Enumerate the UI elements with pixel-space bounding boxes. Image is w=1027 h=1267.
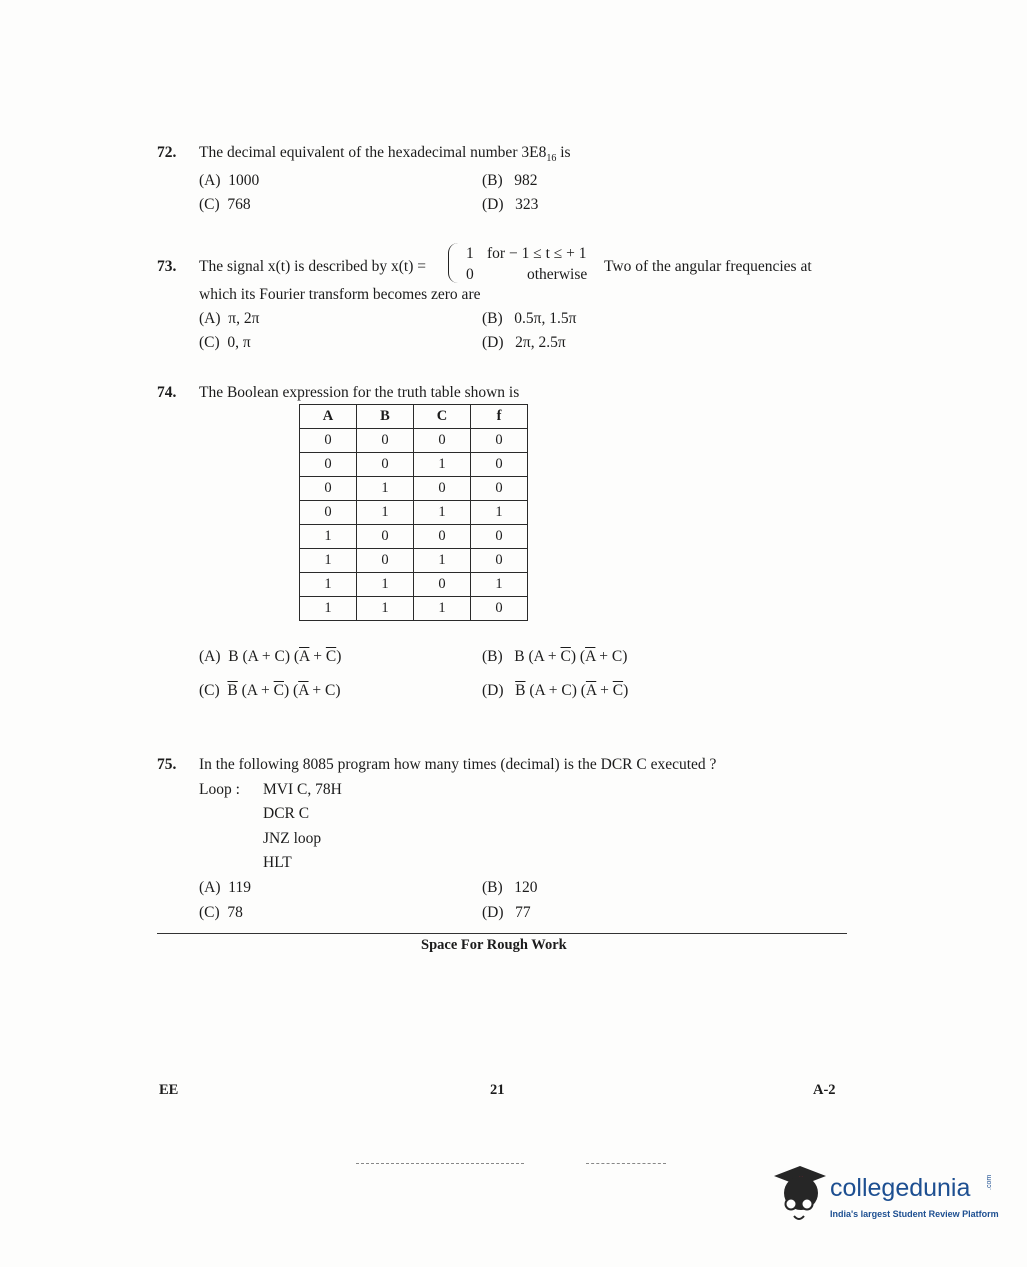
- rough-work-heading: Space For Rough Work: [421, 937, 567, 953]
- table-cell: 1: [414, 501, 471, 525]
- option-label: (D): [482, 904, 504, 921]
- option-label: (C): [199, 904, 220, 921]
- expr-complement: $\overline{C}$: [325, 648, 337, 665]
- table-cell: 0: [357, 549, 414, 573]
- q74-option-d: [482, 682, 628, 700]
- table-cell: 0: [414, 525, 471, 549]
- scan-artifact-line: [586, 1163, 666, 1164]
- option-text: 768: [227, 196, 251, 213]
- option-label: (D): [482, 196, 504, 213]
- table-cell: 1: [300, 573, 357, 597]
- expr-part: ): [336, 648, 342, 665]
- expr-complement: $\overline{C}$: [273, 682, 284, 699]
- table-cell: 0: [471, 429, 528, 453]
- q75-stem: In the following 8085 program how many times (decimal) is the DCR C executed ?: [199, 756, 717, 773]
- table-row: [300, 501, 528, 525]
- table-row: [300, 573, 528, 597]
- table-cell: 0: [300, 453, 357, 477]
- table-cell: 0: [357, 453, 414, 477]
- expr-part: ) (: [570, 648, 586, 665]
- expr-part: ): [623, 682, 629, 699]
- header-a: A: [300, 405, 357, 429]
- q75-loop-label: Loop :: [199, 781, 240, 798]
- expr-part: + C): [595, 648, 628, 665]
- q72-option-d: [482, 196, 538, 214]
- q73-stem-line2: which its Fourier transform becomes zero are: [199, 286, 481, 303]
- table-cell: 1: [414, 549, 471, 573]
- option-label: (B): [482, 310, 503, 327]
- q75-option-d: [482, 904, 531, 922]
- q73-piece2-value: 0: [466, 266, 474, 283]
- footer-subject-code: EE: [159, 1082, 179, 1098]
- expr-part: +: [596, 682, 613, 699]
- table-cell: 1: [414, 453, 471, 477]
- expr-part: (A +: [237, 682, 274, 699]
- q75-option-b: [482, 879, 538, 897]
- q73-option-b: [482, 310, 576, 328]
- table-cell: 0: [471, 477, 528, 501]
- expr-part: B (A + C) (: [228, 648, 300, 665]
- table-row: [300, 453, 528, 477]
- collegedunia-logo-icon: [768, 1160, 832, 1226]
- q72-stem-subscript: 16: [546, 153, 557, 165]
- q75-code-line: DCR C: [263, 805, 310, 822]
- q75-code-line: HLT: [263, 854, 292, 871]
- table-cell: 0: [357, 429, 414, 453]
- table-row: [300, 549, 528, 573]
- q75-code-line: JNZ loop: [263, 830, 322, 847]
- table-cell: 0: [414, 573, 471, 597]
- table-cell: 1: [300, 597, 357, 621]
- footer-series-code: A-2: [813, 1082, 836, 1098]
- expr-complement: $\overline{C}$: [612, 682, 624, 699]
- logo-tld: .com: [986, 1174, 993, 1190]
- expr-complement: $\overline{A}$: [299, 648, 310, 665]
- q73-piece1-condition: for − 1 ≤ t ≤ + 1: [487, 245, 587, 262]
- q74-option-b: [482, 648, 627, 666]
- table-cell: 0: [471, 549, 528, 573]
- expr-part: (A + C) (: [525, 682, 586, 699]
- option-label: (A): [199, 879, 221, 896]
- table-cell: 0: [414, 429, 471, 453]
- q73-stem-continued: Two of the angular frequencies at: [604, 258, 812, 275]
- q75-number: 75.: [157, 756, 177, 773]
- option-text: 0.5π, 1.5π: [514, 310, 577, 327]
- option-text: 2π, 2.5π: [515, 334, 566, 351]
- header-f: f: [471, 405, 528, 429]
- table-cell: 1: [471, 501, 528, 525]
- q72-stem-tail: is: [556, 144, 571, 161]
- q74-option-a: [199, 648, 341, 666]
- page-number: 21: [490, 1082, 505, 1098]
- table-cell: 1: [300, 549, 357, 573]
- option-text: 120: [514, 879, 538, 896]
- q72-option-b: [482, 172, 538, 190]
- q73-number: 73.: [157, 258, 177, 275]
- expr-complement: $\overline{A}$: [585, 648, 596, 665]
- option-text: 119: [228, 879, 251, 896]
- q74-option-c: [199, 682, 341, 700]
- table-cell: 0: [471, 597, 528, 621]
- q75-option-a: [199, 879, 251, 897]
- table-cell: 0: [300, 501, 357, 525]
- truth-table-header-row: [300, 405, 528, 429]
- option-label: (B): [482, 172, 503, 189]
- table-row: [300, 597, 528, 621]
- table-row: [300, 429, 528, 453]
- q73-piece1-value: 1: [466, 245, 474, 262]
- q74-number: 74.: [157, 384, 177, 401]
- table-cell: 1: [300, 525, 357, 549]
- q72-stem: [199, 144, 571, 164]
- option-text: 0, π: [227, 334, 251, 351]
- table-cell: 1: [357, 573, 414, 597]
- table-cell: 0: [300, 429, 357, 453]
- option-text: 78: [227, 904, 243, 921]
- option-text: 323: [515, 196, 539, 213]
- option-label: (C): [199, 196, 220, 213]
- divider-rule: [157, 933, 847, 934]
- option-label: (A): [199, 648, 221, 665]
- option-text: 1000: [228, 172, 260, 189]
- table-cell: 1: [357, 477, 414, 501]
- scan-artifact-line: [356, 1163, 524, 1164]
- option-label: (A): [199, 172, 221, 189]
- expr-complement: $\overline{C}$: [560, 648, 571, 665]
- option-label: (B): [482, 879, 503, 896]
- option-label: (B): [482, 648, 503, 665]
- q73-piece2-condition: otherwise: [527, 266, 588, 283]
- expr-complement: $\overline{A}$: [298, 682, 309, 699]
- q72-stem-text: The decimal equivalent of the hexadecimal number 3E8: [199, 144, 547, 161]
- expr-complement: $\overline{B}$: [227, 682, 238, 699]
- q73-option-d: [482, 334, 566, 352]
- q75-code-line: MVI C, 78H: [263, 781, 342, 798]
- q73-option-a: [199, 310, 259, 328]
- table-cell: 1: [471, 573, 528, 597]
- table-cell: 1: [414, 597, 471, 621]
- expr-complement: $\overline{B}$: [515, 682, 526, 699]
- logo-wordmark: collegedunia: [830, 1174, 971, 1202]
- expr-part: B (A +: [514, 648, 561, 665]
- header-c: C: [414, 405, 471, 429]
- q74-stem: The Boolean expression for the truth table shown is: [199, 384, 520, 401]
- expr-part: + C): [308, 682, 341, 699]
- q75-option-c: [199, 904, 243, 922]
- table-cell: 1: [357, 501, 414, 525]
- table-cell: 0: [471, 453, 528, 477]
- q73-option-c: [199, 334, 251, 352]
- option-label: (A): [199, 310, 221, 327]
- table-cell: 0: [471, 525, 528, 549]
- expr-complement: $\overline{A}$: [585, 682, 597, 699]
- option-label: (D): [482, 682, 504, 699]
- option-label: (C): [199, 334, 220, 351]
- option-text: 77: [515, 904, 531, 921]
- table-cell: 0: [300, 477, 357, 501]
- table-cell: 1: [357, 597, 414, 621]
- q72-option-c: [199, 196, 251, 214]
- piecewise-brace: [448, 243, 459, 283]
- option-label: (C): [199, 682, 220, 699]
- header-b: B: [357, 405, 414, 429]
- q73-stem: The signal x(t) is described by x(t) =: [199, 258, 426, 275]
- option-text: 982: [514, 172, 538, 189]
- truth-table: [299, 404, 528, 621]
- q72-option-a: [199, 172, 259, 190]
- expr-part: +: [309, 648, 326, 665]
- q72-number: 72.: [157, 144, 177, 161]
- table-cell: 0: [414, 477, 471, 501]
- expr-part: ) (: [283, 682, 299, 699]
- table-cell: 0: [357, 525, 414, 549]
- logo-tagline: India's largest Student Review Platform: [830, 1209, 999, 1219]
- option-text: π, 2π: [228, 310, 260, 327]
- option-label: (D): [482, 334, 504, 351]
- table-row: [300, 525, 528, 549]
- table-row: [300, 477, 528, 501]
